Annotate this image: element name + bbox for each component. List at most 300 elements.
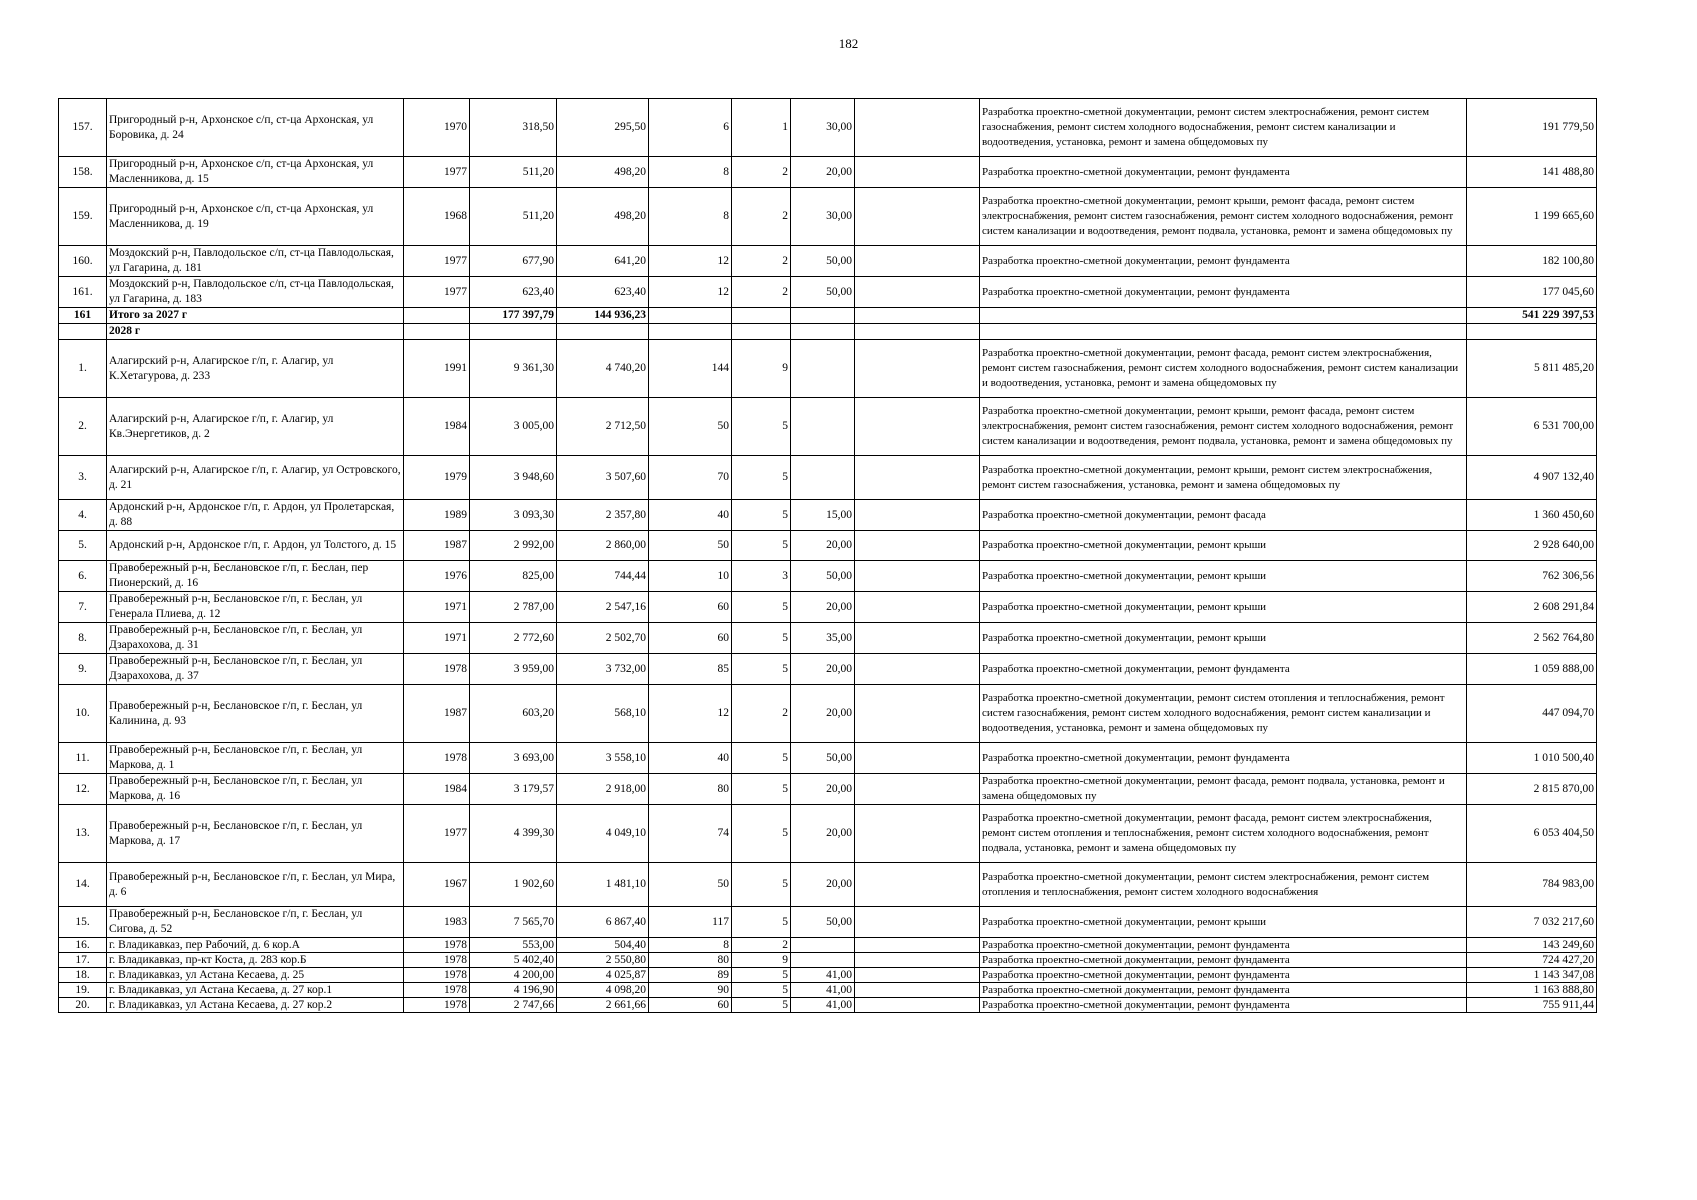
works-cell: Разработка проектно-сметной документации, ремонт крыши, ремонт систем электроснабжения, ремонт систем газоснабжения, установка, ремонт и замена общедомовых пу: [980, 456, 1467, 500]
empty-cell: [855, 324, 980, 340]
total-area-cell: 603,20: [470, 685, 557, 743]
total-area-cell: 2 992,00: [470, 531, 557, 561]
year-cell: 1977: [404, 277, 470, 308]
year-cell: 1983: [404, 907, 470, 938]
total-area-cell: 7 565,70: [470, 907, 557, 938]
living-area-cell: 144 936,23: [557, 308, 649, 324]
living-area-cell: 4 025,87: [557, 968, 649, 983]
year-cell: 1987: [404, 531, 470, 561]
cost-cell: 7 032 217,60: [1467, 907, 1597, 938]
total-area-cell: 553,00: [470, 938, 557, 953]
floors-cell: [732, 308, 791, 324]
residents-cell: 144: [649, 340, 732, 398]
living-area-cell: 2 860,00: [557, 531, 649, 561]
floors-cell: 2: [732, 157, 791, 188]
living-area-cell: 295,50: [557, 99, 649, 157]
address-cell: Моздокский р-н, Павлодольское с/п, ст-ца Павлодольская, ул Гагарина, д. 181: [107, 246, 404, 277]
year-cell: 1976: [404, 561, 470, 592]
wear-percent-cell: 15,00: [791, 500, 855, 531]
living-area-cell: 4 098,20: [557, 983, 649, 998]
living-area-cell: 2 547,16: [557, 592, 649, 623]
works-cell: Разработка проектно-сметной документации, ремонт систем электроснабжения, ремонт систем газоснабжения, ремонт систем холодного водоснабжения, ремонт систем канализации и водоотведения, установка, ремонт и замена общедомовых пу: [980, 99, 1467, 157]
residents-cell: 8: [649, 938, 732, 953]
works-cell: Разработка проектно-сметной документации, ремонт фундамента: [980, 968, 1467, 983]
cost-cell: 1 199 665,60: [1467, 188, 1597, 246]
living-area-cell: 568,10: [557, 685, 649, 743]
empty-cell: [855, 561, 980, 592]
row-number-cell: 1.: [59, 340, 107, 398]
living-area-cell: 2 661,66: [557, 998, 649, 1013]
row-number-cell: 9.: [59, 654, 107, 685]
year-cell: 1984: [404, 398, 470, 456]
living-area-cell: 504,40: [557, 938, 649, 953]
living-area-cell: 4 049,10: [557, 805, 649, 863]
row-number-cell: 158.: [59, 157, 107, 188]
residents-cell: 12: [649, 685, 732, 743]
wear-percent-cell: [791, 456, 855, 500]
year-cell: 1971: [404, 592, 470, 623]
cost-cell: 2 815 870,00: [1467, 774, 1597, 805]
empty-cell: [855, 456, 980, 500]
address-cell: Правобережный р-н, Беслановское г/п, г. Беслан, пер Пионерский, д. 16: [107, 561, 404, 592]
works-cell: Разработка проектно-сметной документации, ремонт фундамента: [980, 938, 1467, 953]
row-number-cell: 18.: [59, 968, 107, 983]
row-number-cell: 161: [59, 308, 107, 324]
floors-cell: 5: [732, 983, 791, 998]
wear-percent-cell: [791, 398, 855, 456]
row-number-cell: 10.: [59, 685, 107, 743]
living-area-cell: 3 732,00: [557, 654, 649, 685]
works-cell: [980, 324, 1467, 340]
address-cell: Правобережный р-н, Беслановское г/п, г. Беслан, ул Дзарахохова, д. 37: [107, 654, 404, 685]
works-cell: Разработка проектно-сметной документации, ремонт крыши, ремонт фасада, ремонт систем электроснабжения, ремонт систем газоснабжения, ремонт систем холодного водоснабжения, ремонт систем канализации и водоотведения, ремонт подвала, установка, ремонт и замена общедомовых пу: [980, 398, 1467, 456]
floors-cell: 5: [732, 398, 791, 456]
floors-cell: 5: [732, 654, 791, 685]
floors-cell: 2: [732, 685, 791, 743]
wear-percent-cell: 50,00: [791, 743, 855, 774]
table-body: [59, 99, 1597, 1013]
wear-percent-cell: 20,00: [791, 157, 855, 188]
residents-cell: 8: [649, 188, 732, 246]
total-area-cell: 2 772,60: [470, 623, 557, 654]
works-cell: Разработка проектно-сметной документации, ремонт крыши, ремонт фасада, ремонт систем электроснабжения, ремонт систем газоснабжения, ремонт систем холодного водоснабжения, ремонт систем канализации и водоотведения, ремонт подвала, установка, ремонт и замена общедомовых пу: [980, 188, 1467, 246]
living-area-cell: 2 357,80: [557, 500, 649, 531]
living-area-cell: 2 712,50: [557, 398, 649, 456]
cost-cell: 143 249,60: [1467, 938, 1597, 953]
empty-cell: [855, 500, 980, 531]
address-cell: Алагирский р-н, Алагирское г/п, г. Алагир, ул К.Хетагурова, д. 233: [107, 340, 404, 398]
wear-percent-cell: 35,00: [791, 623, 855, 654]
works-cell: Разработка проектно-сметной документации, ремонт фундамента: [980, 654, 1467, 685]
floors-cell: 5: [732, 968, 791, 983]
wear-percent-cell: 20,00: [791, 531, 855, 561]
cost-cell: 6 053 404,50: [1467, 805, 1597, 863]
empty-cell: [855, 743, 980, 774]
wear-percent-cell: 50,00: [791, 246, 855, 277]
section-header-row: [59, 324, 1597, 340]
cost-cell: 1 143 347,08: [1467, 968, 1597, 983]
cost-cell: [1467, 324, 1597, 340]
floors-cell: 2: [732, 938, 791, 953]
cost-cell: 141 488,80: [1467, 157, 1597, 188]
address-cell: Правобережный р-н, Беслановское г/п, г. Беслан, ул Генерала Плиева, д. 12: [107, 592, 404, 623]
works-cell: Разработка проектно-сметной документации, ремонт крыши: [980, 907, 1467, 938]
year-cell: 1977: [404, 157, 470, 188]
residents-cell: 50: [649, 531, 732, 561]
residents-cell: 12: [649, 246, 732, 277]
address-cell: Итого за 2027 г: [107, 308, 404, 324]
empty-cell: [855, 983, 980, 998]
address-cell: Правобережный р-н, Беслановское г/п, г. Беслан, ул Мира, д. 6: [107, 863, 404, 907]
residents-cell: [649, 308, 732, 324]
table-row: [59, 188, 1597, 246]
year-cell: 1977: [404, 805, 470, 863]
floors-cell: 5: [732, 998, 791, 1013]
total-area-cell: 3 179,57: [470, 774, 557, 805]
living-area-cell: 6 867,40: [557, 907, 649, 938]
year-cell: 1971: [404, 623, 470, 654]
living-area-cell: 1 481,10: [557, 863, 649, 907]
cost-cell: 182 100,80: [1467, 246, 1597, 277]
residents-cell: 80: [649, 774, 732, 805]
year-cell: 1978: [404, 968, 470, 983]
address-cell: Алагирский р-н, Алагирское г/п, г. Алагир, ул Кв.Энергетиков, д. 2: [107, 398, 404, 456]
table-row: [59, 246, 1597, 277]
cost-cell: 177 045,60: [1467, 277, 1597, 308]
residents-cell: 40: [649, 743, 732, 774]
cost-cell: 762 306,56: [1467, 561, 1597, 592]
wear-percent-cell: 30,00: [791, 99, 855, 157]
table-row: [59, 398, 1597, 456]
works-cell: Разработка проектно-сметной документации, ремонт крыши: [980, 592, 1467, 623]
floors-cell: 5: [732, 592, 791, 623]
cost-cell: 755 911,44: [1467, 998, 1597, 1013]
table-row: [59, 968, 1597, 983]
living-area-cell: 641,20: [557, 246, 649, 277]
cost-cell: 1 010 500,40: [1467, 743, 1597, 774]
wear-percent-cell: 20,00: [791, 654, 855, 685]
cost-cell: 2 562 764,80: [1467, 623, 1597, 654]
address-cell: Пригородный р-н, Архонское с/п, ст-ца Архонская, ул Боровика, д. 24: [107, 99, 404, 157]
year-cell: 1970: [404, 99, 470, 157]
empty-cell: [855, 968, 980, 983]
table-row: [59, 654, 1597, 685]
residents-cell: [649, 324, 732, 340]
living-area-cell: 498,20: [557, 157, 649, 188]
residents-cell: 60: [649, 998, 732, 1013]
total-area-cell: 3 948,60: [470, 456, 557, 500]
address-cell: Правобережный р-н, Беслановское г/п, г. Беслан, ул Маркова, д. 16: [107, 774, 404, 805]
works-cell: Разработка проектно-сметной документации, ремонт фасада, ремонт систем электроснабжения, ремонт систем отопления и теплоснабжения, ремонт систем холодного водоснабжения, ремонт подвала, установка, ремонт и замена общедомовых пу: [980, 805, 1467, 863]
empty-cell: [855, 953, 980, 968]
address-cell: Пригородный р-н, Архонское с/п, ст-ца Архонская, ул Масленникова, д. 19: [107, 188, 404, 246]
table-row: [59, 561, 1597, 592]
works-cell: Разработка проектно-сметной документации, ремонт фундамента: [980, 246, 1467, 277]
wear-percent-cell: 30,00: [791, 188, 855, 246]
empty-cell: [855, 592, 980, 623]
residents-cell: 8: [649, 157, 732, 188]
table-row: [59, 277, 1597, 308]
wear-percent-cell: 41,00: [791, 998, 855, 1013]
residents-cell: 12: [649, 277, 732, 308]
year-cell: 1968: [404, 188, 470, 246]
table-row: [59, 157, 1597, 188]
row-number-cell: 14.: [59, 863, 107, 907]
residents-cell: 89: [649, 968, 732, 983]
total-area-cell: 511,20: [470, 188, 557, 246]
repair-program-table: [58, 98, 1597, 1013]
table-row: [59, 531, 1597, 561]
works-cell: Разработка проектно-сметной документации, ремонт фундамента: [980, 953, 1467, 968]
row-number-cell: 2.: [59, 398, 107, 456]
address-cell: Ардонский р-н, Ардонское г/п, г. Ардон, ул Пролетарская, д. 88: [107, 500, 404, 531]
wear-percent-cell: [791, 324, 855, 340]
residents-cell: 50: [649, 863, 732, 907]
living-area-cell: 2 502,70: [557, 623, 649, 654]
floors-cell: 1: [732, 99, 791, 157]
row-number-cell: 16.: [59, 938, 107, 953]
works-cell: [980, 308, 1467, 324]
floors-cell: 5: [732, 743, 791, 774]
row-number-cell: 5.: [59, 531, 107, 561]
wear-percent-cell: 50,00: [791, 561, 855, 592]
total-area-cell: [470, 324, 557, 340]
wear-percent-cell: [791, 953, 855, 968]
total-area-cell: 3 693,00: [470, 743, 557, 774]
floors-cell: 5: [732, 774, 791, 805]
floors-cell: 2: [732, 277, 791, 308]
year-cell: 1977: [404, 246, 470, 277]
total-area-cell: 2 747,66: [470, 998, 557, 1013]
living-area-cell: 2 918,00: [557, 774, 649, 805]
row-number-cell: 6.: [59, 561, 107, 592]
works-cell: Разработка проектно-сметной документации, ремонт фундамента: [980, 277, 1467, 308]
living-area-cell: 3 507,60: [557, 456, 649, 500]
row-number-cell: 3.: [59, 456, 107, 500]
total-area-cell: 5 402,40: [470, 953, 557, 968]
row-number-cell: 12.: [59, 774, 107, 805]
table-row: [59, 592, 1597, 623]
empty-cell: [855, 774, 980, 805]
page-number: 182: [838, 36, 859, 51]
empty-cell: [855, 277, 980, 308]
table-row: [59, 99, 1597, 157]
total-area-cell: 825,00: [470, 561, 557, 592]
total-area-cell: 3 093,30: [470, 500, 557, 531]
total-row: [59, 308, 1597, 324]
works-cell: Разработка проектно-сметной документации, ремонт фасада, ремонт подвала, установка, ремонт и замена общедомовых пу: [980, 774, 1467, 805]
address-cell: Ардонский р-н, Ардонское г/п, г. Ардон, ул Толстого, д. 15: [107, 531, 404, 561]
living-area-cell: 4 740,20: [557, 340, 649, 398]
residents-cell: 40: [649, 500, 732, 531]
floors-cell: 3: [732, 561, 791, 592]
row-number-cell: 159.: [59, 188, 107, 246]
row-number-cell: 15.: [59, 907, 107, 938]
year-cell: [404, 308, 470, 324]
floors-cell: 5: [732, 623, 791, 654]
year-cell: 1984: [404, 774, 470, 805]
cost-cell: 1 059 888,00: [1467, 654, 1597, 685]
empty-cell: [855, 157, 980, 188]
row-number-cell: 8.: [59, 623, 107, 654]
row-number-cell: 17.: [59, 953, 107, 968]
works-cell: Разработка проектно-сметной документации, ремонт фундамента: [980, 157, 1467, 188]
empty-cell: [855, 654, 980, 685]
residents-cell: 60: [649, 623, 732, 654]
empty-cell: [855, 308, 980, 324]
floors-cell: 9: [732, 340, 791, 398]
year-cell: 1978: [404, 983, 470, 998]
cost-cell: 5 811 485,20: [1467, 340, 1597, 398]
works-cell: Разработка проектно-сметной документации, ремонт крыши: [980, 623, 1467, 654]
wear-percent-cell: 50,00: [791, 907, 855, 938]
row-number-cell: 160.: [59, 246, 107, 277]
address-cell: 2028 г: [107, 324, 404, 340]
total-area-cell: 623,40: [470, 277, 557, 308]
wear-percent-cell: [791, 938, 855, 953]
empty-cell: [855, 531, 980, 561]
table-row: [59, 805, 1597, 863]
floors-cell: 5: [732, 907, 791, 938]
works-cell: Разработка проектно-сметной документации, ремонт фасада: [980, 500, 1467, 531]
total-area-cell: 318,50: [470, 99, 557, 157]
works-cell: Разработка проектно-сметной документации, ремонт фасада, ремонт систем электроснабжения, ремонт систем газоснабжения, ремонт систем холодного водоснабжения, ремонт систем канализации и водоотведения, установка, ремонт и замена общедомовых пу: [980, 340, 1467, 398]
floors-cell: 9: [732, 953, 791, 968]
address-cell: г. Владикавказ, ул Астана Кесаева, д. 27 кор.1: [107, 983, 404, 998]
living-area-cell: 623,40: [557, 277, 649, 308]
table-row: [59, 743, 1597, 774]
wear-percent-cell: 20,00: [791, 863, 855, 907]
empty-cell: [855, 623, 980, 654]
living-area-cell: 3 558,10: [557, 743, 649, 774]
residents-cell: 6: [649, 99, 732, 157]
row-number-cell: 19.: [59, 983, 107, 998]
year-cell: 1978: [404, 953, 470, 968]
total-area-cell: 1 902,60: [470, 863, 557, 907]
total-area-cell: 2 787,00: [470, 592, 557, 623]
row-number-cell: 4.: [59, 500, 107, 531]
address-cell: Пригородный р-н, Архонское с/п, ст-ца Архонская, ул Масленникова, д. 15: [107, 157, 404, 188]
floors-cell: 5: [732, 500, 791, 531]
row-number-cell: 13.: [59, 805, 107, 863]
floors-cell: 2: [732, 246, 791, 277]
empty-cell: [855, 398, 980, 456]
wear-percent-cell: 50,00: [791, 277, 855, 308]
empty-cell: [855, 938, 980, 953]
residents-cell: 50: [649, 398, 732, 456]
row-number-cell: 7.: [59, 592, 107, 623]
total-area-cell: 677,90: [470, 246, 557, 277]
empty-cell: [855, 907, 980, 938]
residents-cell: 10: [649, 561, 732, 592]
address-cell: г. Владикавказ, ул Астана Кесаева, д. 25: [107, 968, 404, 983]
cost-cell: 541 229 397,53: [1467, 308, 1597, 324]
residents-cell: 70: [649, 456, 732, 500]
address-cell: Правобережный р-н, Беслановское г/п, г. Беслан, ул Калинина, д. 93: [107, 685, 404, 743]
wear-percent-cell: [791, 340, 855, 398]
living-area-cell: [557, 324, 649, 340]
wear-percent-cell: 20,00: [791, 592, 855, 623]
total-area-cell: 511,20: [470, 157, 557, 188]
empty-cell: [855, 805, 980, 863]
floors-cell: 5: [732, 805, 791, 863]
table-row: [59, 998, 1597, 1013]
table-row: [59, 953, 1597, 968]
residents-cell: 117: [649, 907, 732, 938]
wear-percent-cell: 20,00: [791, 805, 855, 863]
floors-cell: 5: [732, 863, 791, 907]
cost-cell: 784 983,00: [1467, 863, 1597, 907]
works-cell: Разработка проектно-сметной документации, ремонт систем электроснабжения, ремонт систем отопления и теплоснабжения, ремонт систем холодного водоснабжения: [980, 863, 1467, 907]
works-cell: Разработка проектно-сметной документации, ремонт фундамента: [980, 983, 1467, 998]
floors-cell: 5: [732, 456, 791, 500]
cost-cell: 191 779,50: [1467, 99, 1597, 157]
cost-cell: 724 427,20: [1467, 953, 1597, 968]
address-cell: Правобережный р-н, Беслановское г/п, г. Беслан, ул Маркова, д. 17: [107, 805, 404, 863]
floors-cell: [732, 324, 791, 340]
wear-percent-cell: 41,00: [791, 983, 855, 998]
table-row: [59, 983, 1597, 998]
wear-percent-cell: 41,00: [791, 968, 855, 983]
address-cell: Моздокский р-н, Павлодольское с/п, ст-ца Павлодольская, ул Гагарина, д. 183: [107, 277, 404, 308]
year-cell: 1978: [404, 654, 470, 685]
year-cell: 1978: [404, 938, 470, 953]
total-area-cell: 3 005,00: [470, 398, 557, 456]
empty-cell: [855, 246, 980, 277]
empty-cell: [855, 863, 980, 907]
cost-cell: 447 094,70: [1467, 685, 1597, 743]
address-cell: г. Владикавказ, ул Астана Кесаева, д. 27 кор.2: [107, 998, 404, 1013]
living-area-cell: 2 550,80: [557, 953, 649, 968]
works-cell: Разработка проектно-сметной документации, ремонт фундамента: [980, 743, 1467, 774]
address-cell: Правобережный р-н, Беслановское г/п, г. Беслан, ул Маркова, д. 1: [107, 743, 404, 774]
address-cell: г. Владикавказ, пр-кт Коста, д. 283 кор.Б: [107, 953, 404, 968]
works-cell: Разработка проектно-сметной документации, ремонт крыши: [980, 531, 1467, 561]
cost-cell: 4 907 132,40: [1467, 456, 1597, 500]
address-cell: Правобережный р-н, Беслановское г/п, г. Беслан, ул Сигова, д. 52: [107, 907, 404, 938]
row-number-cell: 161.: [59, 277, 107, 308]
cost-cell: 1 163 888,80: [1467, 983, 1597, 998]
total-area-cell: 3 959,00: [470, 654, 557, 685]
floors-cell: 5: [732, 531, 791, 561]
address-cell: г. Владикавказ, пер Рабочий, д. 6 кор.А: [107, 938, 404, 953]
living-area-cell: 744,44: [557, 561, 649, 592]
total-area-cell: 9 361,30: [470, 340, 557, 398]
floors-cell: 2: [732, 188, 791, 246]
year-cell: 1978: [404, 998, 470, 1013]
year-cell: 1989: [404, 500, 470, 531]
row-number-cell: 20.: [59, 998, 107, 1013]
wear-percent-cell: 20,00: [791, 685, 855, 743]
total-area-cell: 4 200,00: [470, 968, 557, 983]
address-cell: Правобережный р-н, Беслановское г/п, г. Беслан, ул Дзарахохова, д. 31: [107, 623, 404, 654]
address-cell: Алагирский р-н, Алагирское г/п, г. Алагир, ул Островского, д. 21: [107, 456, 404, 500]
works-cell: Разработка проектно-сметной документации, ремонт крыши: [980, 561, 1467, 592]
total-area-cell: 4 399,30: [470, 805, 557, 863]
table-row: [59, 456, 1597, 500]
empty-cell: [855, 685, 980, 743]
year-cell: 1987: [404, 685, 470, 743]
empty-cell: [855, 998, 980, 1013]
empty-cell: [855, 340, 980, 398]
year-cell: 1978: [404, 743, 470, 774]
row-number-cell: 11.: [59, 743, 107, 774]
total-area-cell: 4 196,90: [470, 983, 557, 998]
residents-cell: 85: [649, 654, 732, 685]
wear-percent-cell: 20,00: [791, 774, 855, 805]
empty-cell: [855, 99, 980, 157]
table-row: [59, 863, 1597, 907]
